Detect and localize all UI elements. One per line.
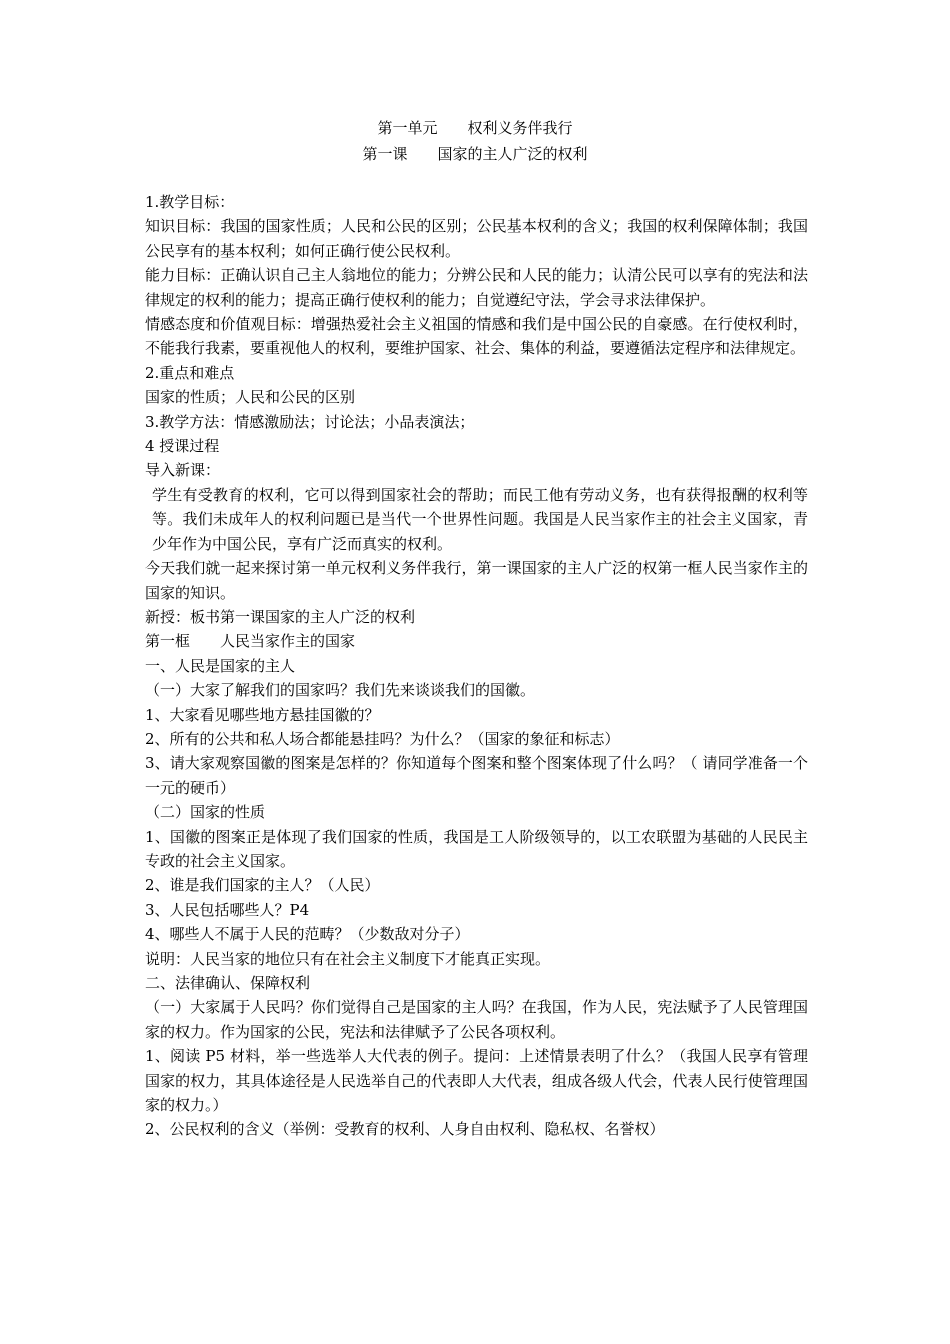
- section-heading-process: 4 授课过程: [145, 437, 220, 456]
- subsection-1-1: （一）大家了解我们的国家吗？我们先来谈谈我们的国徽。: [145, 681, 536, 700]
- note-paragraph: 说明：人民当家的地位只有在社会主义制度下才能真正实现。: [145, 949, 551, 968]
- key-points-text: 国家的性质；人民和公民的区别: [145, 388, 356, 407]
- attitude-objective: 情感态度和价值观目标：增强热爱社会主义祖国的情感和我们是中国公民的自豪感。在行使权利时，不能我行我素，要重视他人的权利，要维护国家、社会、集体的利益，要遵循法定程序和法律规定。: [145, 315, 808, 358]
- list-item: 2、所有的公共和私人场合都能悬挂吗？为什么？（国家的象征和标志）: [145, 729, 620, 748]
- document-body: [145, 190, 808, 1142]
- section-heading-key-points: 2.重点和难点: [145, 363, 235, 382]
- knowledge-objective: 知识目标：我国的国家性质；人民和公民的区别；公民基本权利的含义；我国的权利保障体制；我国公民享有的基本权利；如何正确行使公民权利。: [145, 217, 808, 260]
- part-one-heading: 一、人民是国家的主人: [145, 656, 296, 675]
- list-item: 1、国徽的图案正是体现了我们国家的性质，我国是工人阶级领导的，以工农联盟为基础的人民民主专政的社会主义国家。: [145, 827, 808, 870]
- list-item: 2、公民权利的含义（举例：受教育的权利、人身自由权利、隐私权、名誉权）: [145, 1120, 665, 1139]
- list-item: 1、阅读 P5 材料，举一些选举人大代表的例子。提问：上述情景表明了什么？（我国人民享有管理国家的权力，其具体途径是人民选举自己的代表即人大代表，组成各级人代会，代表人民行使管理国家的权力。）: [145, 1047, 808, 1115]
- subsection-1-2: （二）国家的性质: [145, 803, 266, 822]
- list-item: 3、人民包括哪些人？P4: [145, 900, 310, 919]
- list-item: 1、大家看见哪些地方悬挂国徽的？: [145, 705, 380, 724]
- list-item: 3、请大家观察国徽的图案是怎样的？你知道每个图案和整个图案体现了什么吗？（ 请同学准备一个一元的硬币）: [145, 754, 808, 797]
- list-item: 4、哪些人不属于人民的范畴？（少数敌对分子）: [145, 925, 470, 944]
- today-paragraph: 今天我们就一起来探讨第一单元权利义务伴我行，第一课国家的主人广泛的权第一框人民当家作主的国家的知识。: [145, 559, 808, 602]
- intro-heading: 导入新课：: [145, 461, 221, 480]
- subsection-2-1: （一）大家属于人民吗？你们觉得自己是国家的主人吗？在我国，作为人民，宪法赋予了人民管理国家的权力。作为国家的公民，宪法和法律赋予了公民各项权利。: [145, 998, 808, 1041]
- unit-title: 第一单元 权利义务伴我行: [377, 119, 573, 137]
- section-heading-objectives: 1.教学目标：: [145, 193, 235, 211]
- intro-paragraph: 学生有受教育的权利，它可以得到国家社会的帮助；而民工他有劳动义务，也有获得报酬的权利等等。我们未成年人的权利问题已是当代一个世界性问题。我国是人民当家作主的社会主义国家，青少年作为中国公民，享有广泛而真实的权利。: [152, 485, 808, 553]
- list-item: 2、谁是我们国家的主人？（人民）: [145, 876, 380, 895]
- new-lesson-line: 新授：板书第一课国家的主人广泛的权利: [145, 607, 416, 626]
- ability-objective: 能力目标：正确认识自己主人翁地位的能力；分辨公民和人民的能力；认清公民可以享有的宪法和法律规定的权利的能力；提高正确行使权利的能力；自觉遵纪守法，学会寻求法律保护。: [145, 266, 808, 309]
- lesson-title: 第一课 国家的主人广泛的权利: [362, 145, 588, 163]
- teaching-methods: 3.教学方法：情感激励法；讨论法；小品表演法；: [145, 412, 475, 431]
- frame-heading: 第一框 人民当家作主的国家: [145, 632, 356, 651]
- part-two-heading: 二、法律确认、保障权利: [145, 974, 311, 992]
